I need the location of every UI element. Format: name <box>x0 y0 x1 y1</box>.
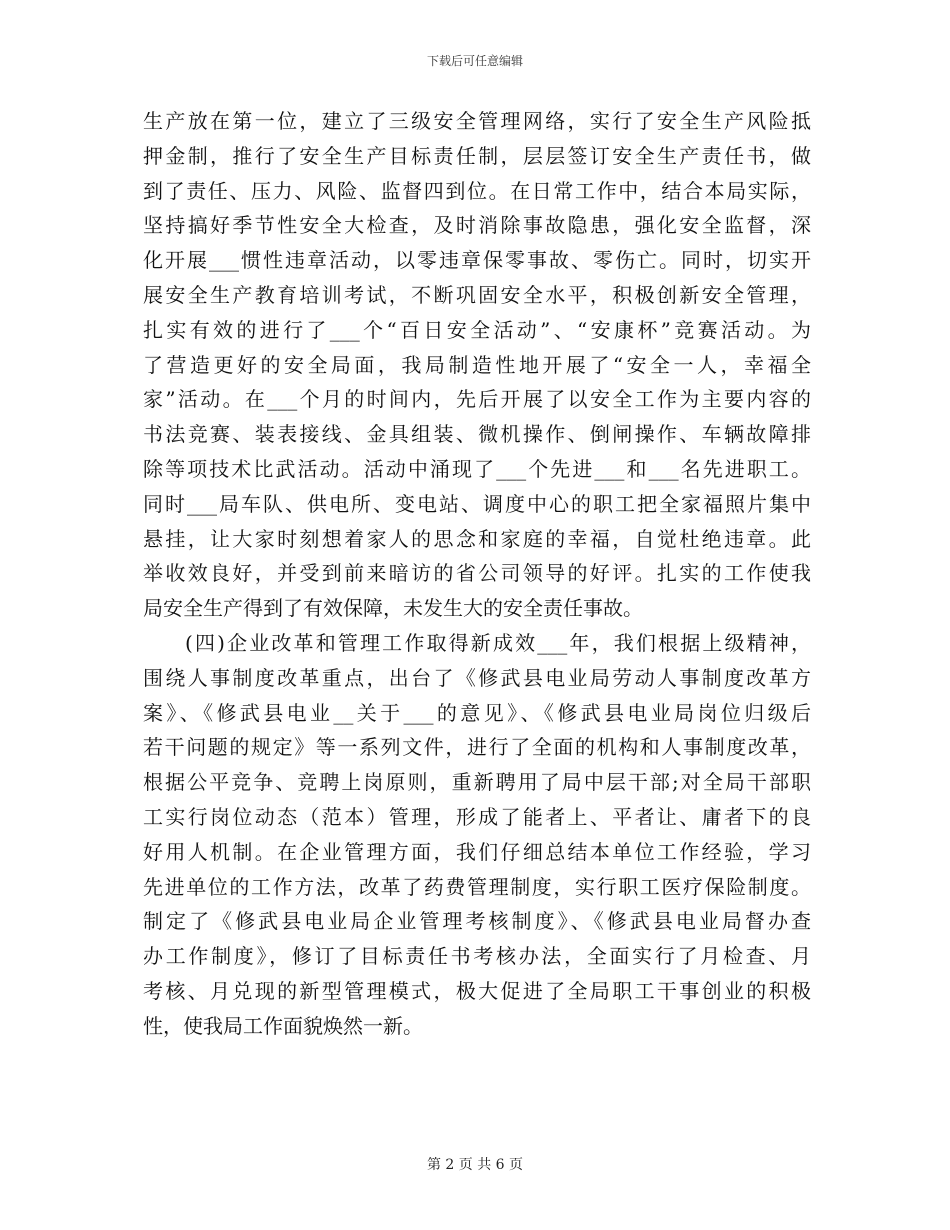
text-line: 除等项技术比武活动。活动中涌现了___个先进___和___名先进职工。 <box>143 456 811 481</box>
text-line: 工实行岗位动态（范本）管理，形成了能者上、平者让、庸者下的良 <box>143 804 811 829</box>
text-line: 到了责任、压力、风险、监督四到位。在日常工作中，结合本局实际， <box>143 178 811 203</box>
text-line: 好用人机制。在企业管理方面，我们仔细总结本单位工作经验，学习 <box>143 839 811 864</box>
text-line: 根据公平竞争、竞聘上岗原则，重新聘用了局中层干部;对全局干部职 <box>143 770 811 795</box>
text-line: 生产放在第一位，建立了三级安全管理网络，实行了安全生产风险抵 <box>143 109 811 133</box>
text-line: 性，使我局工作面貌焕然一新。 <box>143 1013 423 1038</box>
text-line: 书法竞赛、装表接线、金具组装、微机操作、倒闸操作、车辆故障排 <box>143 422 811 447</box>
text-line: 押金制，推行了安全生产目标责任制，层层签订安全生产责任书，做 <box>143 143 811 168</box>
text-line: 化开展___惯性违章活动，以零违章保零事故、零伤亡。同时，切实开 <box>143 248 811 273</box>
text-line: 考核、月兑现的新型管理模式，极大促进了全局职工干事创业的积极 <box>143 978 811 1003</box>
document-body <box>143 104 811 1044</box>
section-heading-line: (四)企业改革和管理工作取得新成效___年，我们根据上级精神， <box>185 630 811 655</box>
page-number: 第 2 页 共 6 页 <box>426 1157 524 1173</box>
text-line: 扎实有效的进行了___个“百日安全活动”、“安康杯”竞赛活动。为 <box>143 317 811 342</box>
text-line: 办工作制度》，修订了目标责任书考核办法，全面实行了月检查、月 <box>143 944 811 969</box>
text-line: 坚持搞好季节性安全大检查，及时消除事故隐患，强化安全监督，深 <box>143 213 811 238</box>
text-line: 若干问题的规定》等一系列文件，进行了全面的机构和人事制度改革， <box>143 735 811 760</box>
text-line: 了营造更好的安全局面，我局制造性地开展了“安全一人，幸福全 <box>143 352 811 377</box>
text-line: 举收效良好，并受到前来暗访的省公司领导的好评。扎实的工作使我 <box>143 561 811 586</box>
text-line: 制定了《修武县电业局企业管理考核制度》、《修武县电业局督办查 <box>143 909 811 934</box>
paragraph-safety <box>143 104 811 626</box>
text-line: 围绕人事制度改革重点，出台了《修武县电业局劳动人事制度改革方 <box>143 665 811 690</box>
text-line: 展安全生产教育培训考试，不断巩固安全水平，积极创新安全管理， <box>143 282 811 307</box>
text-line: 同时___局车队、供电所、变电站、调度中心的职工把全家福照片集中 <box>143 491 811 516</box>
text-line: 悬挂，让大家时刻想着家人的思念和家庭的幸福，自觉杜绝违章。此 <box>143 526 811 551</box>
text-line: 家”活动。在___个月的时间内，先后开展了以安全工作为主要内容的 <box>143 387 811 412</box>
text-line: 先进单位的工作方法，改革了药费管理制度，实行职工医疗保险制度。 <box>143 874 811 899</box>
text-line: 局安全生产得到了有效保障，未发生大的安全责任事故。 <box>143 596 643 621</box>
text-line: 案》、《修武县电业__关于___的意见》、《修武县电业局岗位归级后 <box>143 700 811 725</box>
paragraph-reform <box>143 626 811 1044</box>
page-header: 下载后可任意编辑 <box>426 54 523 68</box>
